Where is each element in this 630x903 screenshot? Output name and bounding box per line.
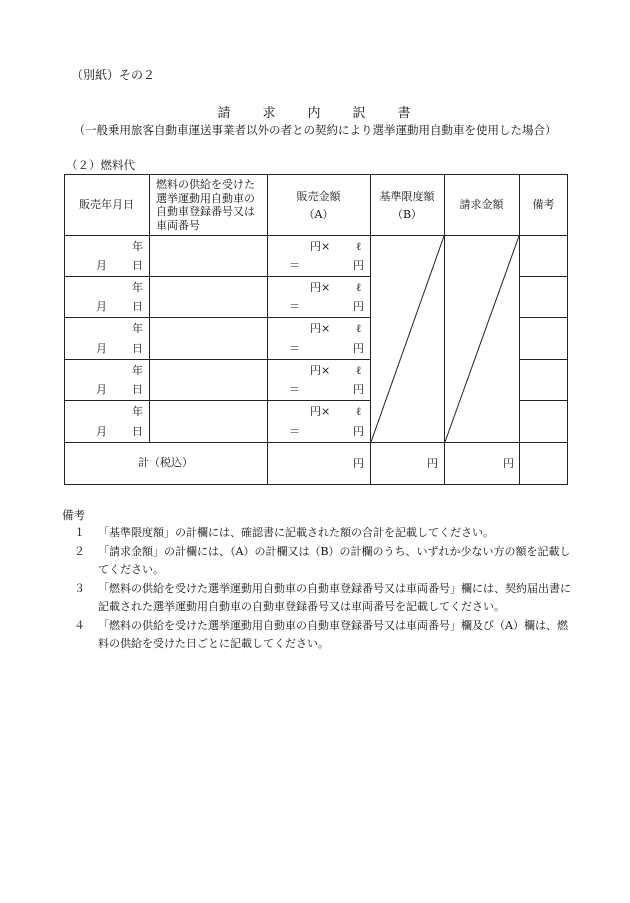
note-item	[74, 524, 574, 542]
yen-times-label: 円×	[310, 322, 331, 335]
fuel-cost-table	[64, 174, 568, 485]
total-claim-amount-yen: 円	[503, 457, 514, 470]
note-number: ２	[74, 545, 85, 558]
month-label: 月	[96, 300, 107, 313]
day-label: 日	[132, 300, 143, 313]
liter-label: ℓ	[356, 240, 362, 253]
month-label: 月	[96, 342, 107, 355]
yen-times-label: 円×	[310, 405, 331, 418]
header-limit-amount: 基準限度額 （B）	[379, 189, 435, 221]
page-title	[0, 102, 630, 121]
month-label: 月	[96, 259, 107, 272]
note-text: 「請求金額」の計欄には、（A）の計欄又は（B）の計欄のうち、いずれか少ない方の額を記載してください。	[98, 545, 571, 576]
header-remarks: 備考	[532, 197, 555, 211]
yen-label: 円	[353, 300, 364, 313]
section-title: （２）燃料代	[66, 158, 135, 172]
note-item	[74, 580, 574, 616]
total-limit-amount-yen: 円	[427, 457, 438, 470]
title-char: 内	[307, 106, 323, 121]
day-label: 日	[132, 383, 143, 396]
yen-label: 円	[353, 342, 364, 355]
note-number: ３	[74, 582, 85, 595]
equals-label: ＝	[289, 383, 300, 396]
note-text: 「基準限度額」の計欄には、確認書に記載された額の合計を記載してください。	[98, 526, 494, 539]
total-sale-amount-yen: 円	[353, 457, 364, 470]
note-number: ４	[74, 619, 85, 632]
yen-times-label: 円×	[310, 281, 331, 294]
title-char: 訳	[352, 106, 368, 121]
header-sale-date: 販売年月日	[79, 197, 134, 211]
liter-label: ℓ	[356, 405, 362, 418]
header-claim-amount: 請求金額	[459, 197, 504, 211]
title-char: 書	[397, 106, 413, 121]
year-label: 年	[132, 281, 143, 294]
day-label: 日	[132, 259, 143, 272]
yen-label: 円	[353, 425, 364, 438]
title-char: 求	[262, 106, 278, 121]
day-label: 日	[132, 342, 143, 355]
equals-label: ＝	[289, 342, 300, 355]
page-subtitle: （一般乗用旅客自動車運送事業者以外の者との契約により選挙運動用自動車を使用した場合）	[73, 123, 557, 137]
yen-times-label: 円×	[310, 364, 331, 377]
liter-label: ℓ	[356, 364, 362, 377]
equals-label: ＝	[289, 259, 300, 272]
note-text: 「燃料の供給を受けた選挙運動用自動車の自動車登録番号又は車両番号」欄には、契約届出書に記載された選挙運動用自動車の自動車登録番号又は車両番号を記載してください。	[98, 582, 571, 613]
year-label: 年	[132, 240, 143, 253]
month-label: 月	[96, 383, 107, 396]
note-item	[74, 543, 574, 579]
annex-label: （別紙）その２	[71, 68, 156, 82]
note-item	[74, 617, 574, 653]
yen-label: 円	[353, 383, 364, 396]
yen-label: 円	[353, 259, 364, 272]
liter-label: ℓ	[356, 322, 362, 335]
year-label: 年	[132, 405, 143, 418]
equals-label: ＝	[289, 300, 300, 313]
month-label: 月	[96, 425, 107, 438]
note-number: １	[74, 526, 85, 539]
equals-label: ＝	[289, 425, 300, 438]
title-char: 請	[217, 106, 233, 121]
header-sale-amount: 販売金額 （A）	[296, 189, 341, 221]
year-label: 年	[132, 364, 143, 377]
notes-title: 備考	[62, 508, 85, 522]
header-vehicle-number: 燃料の供給を受けた 選挙運動用自動車の 自動車登録番号又は 車両番号	[156, 178, 255, 232]
year-label: 年	[132, 322, 143, 335]
yen-times-label: 円×	[310, 240, 331, 253]
liter-label: ℓ	[356, 281, 362, 294]
day-label: 日	[132, 425, 143, 438]
note-text: 「燃料の供給を受けた選挙運動用自動車の自動車登録番号又は車両番号」欄及び（A）欄は、燃料の供給を受けた日ごとに記載してください。	[98, 619, 568, 650]
total-label: 計（税込）	[138, 456, 193, 469]
